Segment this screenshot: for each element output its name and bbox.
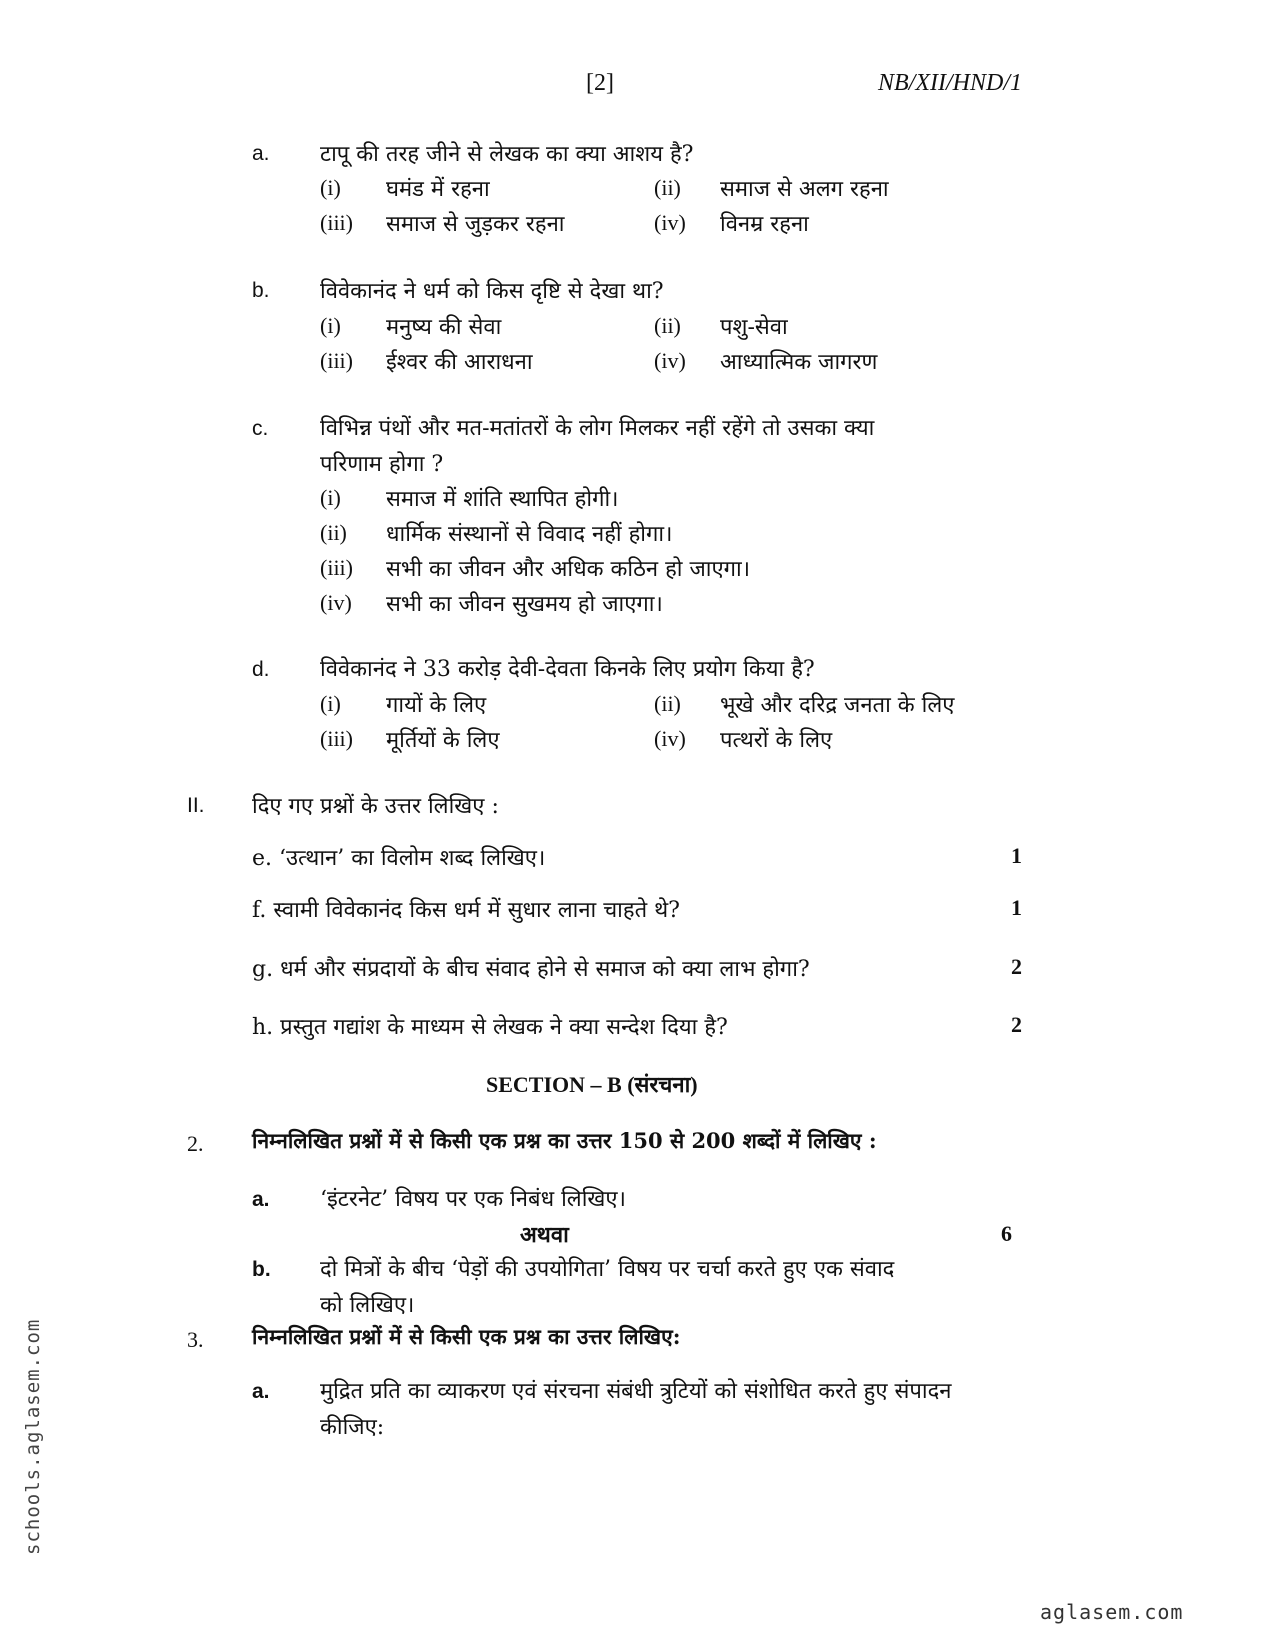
option-number: (i) <box>320 485 341 510</box>
option-number: (iv) <box>654 348 686 373</box>
question-label: a. <box>252 142 270 165</box>
option-text: सभी का जीवन और अधिक कठिन हो जाएगा। <box>386 557 751 582</box>
marks: 2 <box>1011 954 1022 979</box>
option-text: समाज से अलग रहना <box>720 177 889 202</box>
question-text: निम्नलिखित प्रश्नों में से किसी एक प्रश्न का उत्तर लिखिए: <box>252 1324 681 1349</box>
marks: 1 <box>1011 843 1022 868</box>
question-label: d. <box>252 658 270 681</box>
option-text: आध्यात्मिक जागरण <box>720 350 878 375</box>
option-number: (i) <box>320 313 341 338</box>
question-label: a. <box>252 1188 270 1211</box>
question-label: a. <box>252 1380 270 1403</box>
question-label: c. <box>252 417 269 440</box>
option-number: (ii) <box>320 520 347 545</box>
option-text: पत्थरों के लिए <box>720 728 833 753</box>
option-number: (ii) <box>654 691 681 716</box>
option-text: मूर्तियों के लिए <box>386 728 500 753</box>
question-label: b. <box>252 1258 271 1281</box>
option-number: (iv) <box>320 590 352 615</box>
dialogue-topic-continued: को लिखिए। <box>320 1293 415 1318</box>
question-text-continued: परिणाम होगा ? <box>320 452 444 477</box>
short-question: g. धर्म और संप्रदायों के बीच संवाद होने से समाज को क्या लाभ होगा? <box>252 957 810 982</box>
option-text: पशु-सेवा <box>720 315 788 340</box>
marks: 6 <box>1001 1221 1012 1246</box>
essay-topic: ‘इंटरनेट’ विषय पर एक निबंध लिखिए। <box>320 1187 626 1212</box>
part-label: II. <box>187 794 205 817</box>
option-text: धार्मिक संस्थानों से विवाद नहीं होगा। <box>386 522 673 547</box>
dialogue-topic: दो मित्रों के बीच ‘पेड़ों की उपयोगिता’ विषय पर चर्चा करते हुए एक संवाद <box>320 1257 895 1282</box>
bottom-watermark: aglasem.com <box>1040 1600 1184 1624</box>
short-question: h. प्रस्तुत गद्यांश के माध्यम से लेखक ने क्या सन्देश दिया है? <box>252 1015 728 1040</box>
marks: 2 <box>1011 1012 1022 1037</box>
short-question: f. स्वामी विवेकानंद किस धर्म में सुधार लाना चाहते थे? <box>252 898 680 923</box>
option-number: (i) <box>320 175 341 200</box>
option-number: (iii) <box>320 210 353 235</box>
question-text: टापू की तरह जीने से लेखक का क्या आशय है? <box>320 142 694 167</box>
part-instruction: दिए गए प्रश्नों के उत्तर लिखिए : <box>252 794 499 819</box>
option-text: समाज में शांति स्थापित होगी। <box>386 487 619 512</box>
option-text: समाज से जुड़कर रहना <box>386 212 565 237</box>
option-number: (ii) <box>654 175 681 200</box>
option-number: (iii) <box>320 726 353 751</box>
question-text: विवेकानंद ने 33 करोड़ देवी-देवता किनके लिए प्रयोग किया है? <box>320 657 815 682</box>
option-number: (iii) <box>320 555 353 580</box>
option-text: मनुष्य की सेवा <box>386 315 502 340</box>
option-text: विनम्र रहना <box>720 212 809 237</box>
short-question: e. ‘उत्थान’ का विलोम शब्द लिखिए। <box>252 846 546 871</box>
question-text: विवेकानंद ने धर्म को किस दृष्टि से देखा था? <box>320 279 664 304</box>
option-text: गायों के लिए <box>386 693 487 718</box>
option-text: घमंड में रहना <box>386 177 490 202</box>
option-number: (iii) <box>320 348 353 373</box>
question-text: विभिन्न पंथों और मत-मतांतरों के लोग मिलकर नहीं रहेंगे तो उसका क्या <box>320 416 875 441</box>
option-number: (i) <box>320 691 341 716</box>
question-number: 3. <box>187 1327 204 1352</box>
question-number: 2. <box>187 1131 204 1156</box>
side-watermark: schools.aglasem.com <box>22 1318 44 1555</box>
page-number: [2] <box>586 70 614 96</box>
option-number: (ii) <box>654 313 681 338</box>
marks: 1 <box>1011 895 1022 920</box>
option-text: सभी का जीवन सुखमय हो जाएगा। <box>386 592 663 617</box>
editing-instruction: मुद्रित प्रति का व्याकरण एवं संरचना संबंधी त्रुटियों को संशोधित करते हुए संपादन <box>320 1379 952 1404</box>
option-number: (iv) <box>654 210 686 235</box>
option-number: (iv) <box>654 726 686 751</box>
paper-code: NB/XII/HND/1 <box>878 70 1022 96</box>
section-title: SECTION – B (संरचना) <box>486 1072 698 1097</box>
editing-instruction-continued: कीजिए: <box>320 1415 385 1440</box>
question-label: b. <box>252 279 270 302</box>
option-text: भूखे और दरिद्र जनता के लिए <box>720 693 955 718</box>
or-separator: अथवा <box>520 1222 569 1248</box>
question-text: निम्नलिखित प्रश्नों में से किसी एक प्रश्न का उत्तर 150 से 200 शब्दों में लिखिए : <box>252 1128 877 1153</box>
option-text: ईश्वर की आराधना <box>386 350 533 375</box>
